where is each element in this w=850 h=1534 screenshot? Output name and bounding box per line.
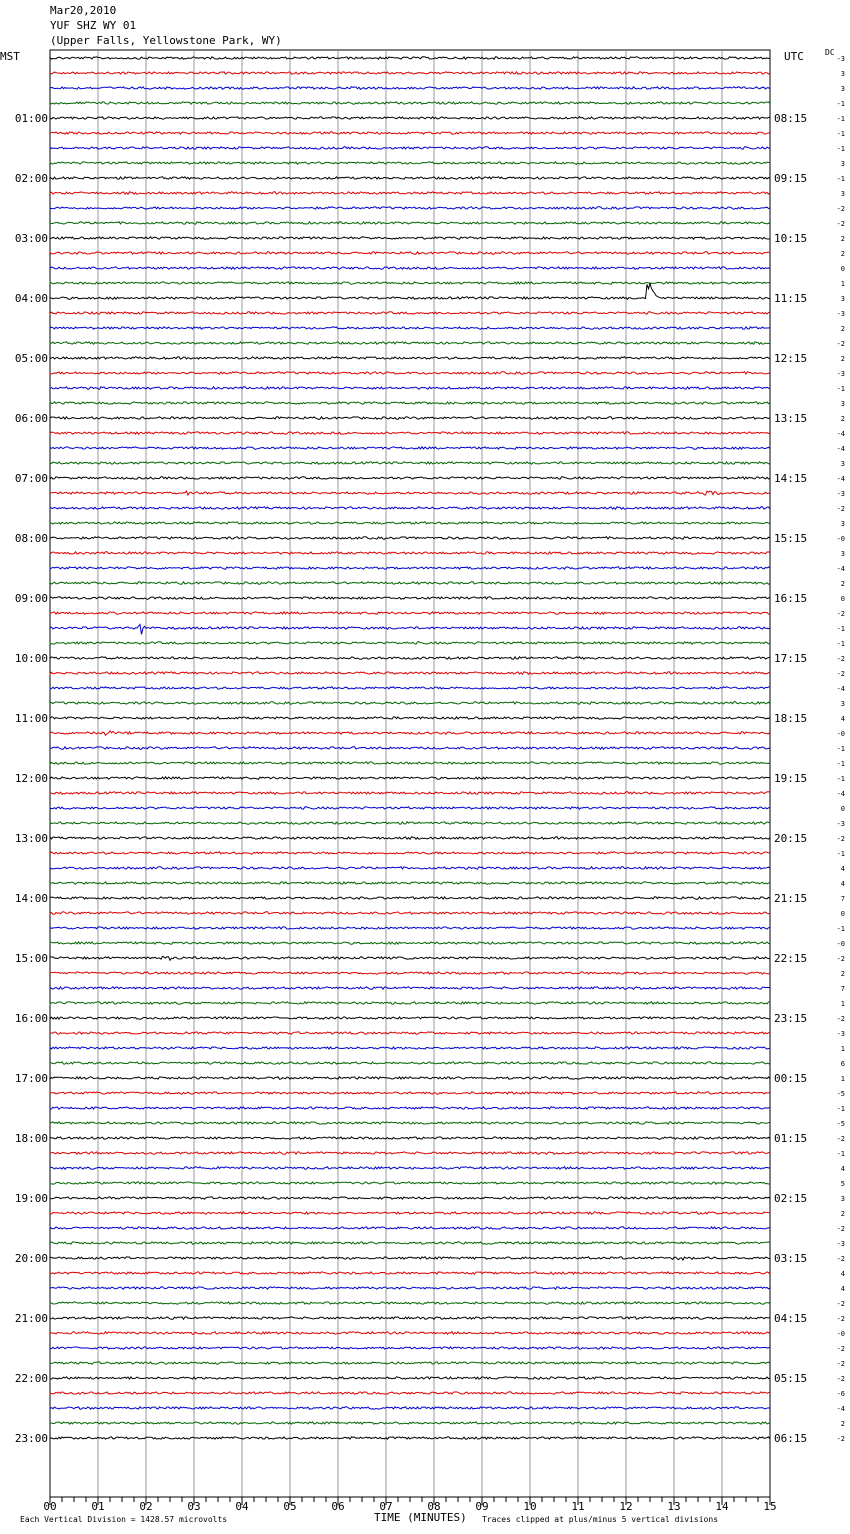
trace-row-91 — [50, 1422, 770, 1425]
trace-row-62 — [50, 987, 770, 990]
dc-offset-label: 3 — [840, 190, 845, 198]
trace-row-37 — [50, 612, 770, 615]
utc-hour-label: 05:15 — [774, 1372, 808, 1385]
utc-hour-label: 21:15 — [774, 892, 808, 905]
dc-offset-label: 3 — [840, 70, 845, 78]
trace-row-24 — [50, 417, 770, 420]
dc-offset-label: 2 — [840, 970, 845, 978]
dc-offset-label: -2 — [836, 1225, 845, 1233]
utc-hour-label: 13:15 — [774, 412, 808, 425]
mst-hour-label: 15:00 — [14, 952, 48, 965]
dc-offset-label: 3 — [840, 460, 845, 468]
mst-hour-label: 07:00 — [14, 472, 48, 485]
dc-offset-label: 2 — [840, 580, 845, 588]
dc-offset-label: -1 — [836, 100, 845, 108]
dc-offset-label: -3 — [836, 820, 845, 828]
x-tick-label: 11 — [571, 1500, 585, 1513]
mst-hour-label: 18:00 — [14, 1132, 48, 1145]
x-tick-label: 08 — [427, 1500, 441, 1513]
trace-row-16 — [50, 283, 770, 299]
utc-hour-label: 06:15 — [774, 1432, 808, 1445]
dc-offset-label: 3 — [840, 85, 845, 93]
trace-row-81 — [50, 1272, 770, 1275]
dc-offset-label: 3 — [840, 160, 845, 168]
trace-row-42 — [50, 687, 770, 690]
trace-row-54 — [50, 867, 770, 870]
trace-row-64 — [50, 1017, 770, 1019]
utc-hour-label: 18:15 — [774, 712, 808, 725]
trace-row-52 — [50, 837, 770, 840]
trace-row-27 — [50, 462, 770, 465]
trace-row-8 — [50, 177, 770, 180]
utc-hour-label: 17:15 — [774, 652, 808, 665]
dc-offset-label: -1 — [836, 745, 845, 753]
dc-offset-label: 4 — [840, 1270, 845, 1278]
trace-row-21 — [50, 372, 770, 375]
utc-hour-label: 20:15 — [774, 832, 808, 845]
dc-offset-label: -2 — [836, 220, 845, 228]
dc-offset-label: -0 — [836, 535, 845, 543]
dc-offset-label: -4 — [836, 445, 845, 453]
dc-offset-label: -2 — [836, 1300, 845, 1308]
dc-offset-label: -5 — [836, 1090, 845, 1098]
trace-row-92 — [50, 1437, 770, 1439]
mst-hour-label: 14:00 — [14, 892, 48, 905]
dc-offset-label: -0 — [836, 1330, 845, 1338]
trace-row-82 — [50, 1287, 770, 1290]
dc-offset-label: -2 — [836, 205, 845, 213]
trace-row-70 — [50, 1107, 770, 1110]
x-tick-label: 10 — [523, 1500, 537, 1513]
trace-row-71 — [50, 1122, 770, 1125]
dc-offset-label: -2 — [836, 340, 845, 348]
dc-offset-label: -1 — [836, 760, 845, 768]
dc-offset-label: -3 — [836, 55, 845, 63]
dc-offset-label: 3 — [840, 1195, 845, 1203]
x-tick-label: 01 — [91, 1500, 105, 1513]
trace-row-26 — [50, 447, 770, 450]
utc-hour-label: 10:15 — [774, 232, 808, 245]
dc-offset-label: -1 — [836, 925, 845, 933]
dc-offset-label: 6 — [840, 1060, 845, 1068]
trace-row-89 — [50, 1392, 770, 1395]
dc-offset-label: -3 — [836, 1030, 845, 1038]
utc-hour-label: 19:15 — [774, 772, 808, 785]
dc-offset-label: -2 — [836, 835, 845, 843]
mst-hour-label: 17:00 — [14, 1072, 48, 1085]
trace-row-43 — [50, 702, 770, 705]
trace-row-17 — [50, 312, 770, 314]
trace-row-60 — [50, 956, 770, 960]
dc-offset-label: -1 — [836, 115, 845, 123]
trace-row-45 — [50, 731, 770, 736]
trace-row-65 — [50, 1032, 770, 1034]
trace-row-31 — [50, 522, 770, 525]
dc-offset-label: -1 — [836, 145, 845, 153]
trace-row-9 — [50, 192, 770, 195]
trace-row-39 — [50, 642, 770, 644]
dc-offset-label: -4 — [836, 475, 845, 483]
trace-row-73 — [50, 1152, 770, 1155]
utc-label: UTC — [784, 50, 804, 63]
trace-row-13 — [50, 252, 770, 255]
trace-row-90 — [50, 1407, 770, 1410]
dc-offset-label: -2 — [836, 1015, 845, 1023]
x-tick-label: 04 — [235, 1500, 249, 1513]
station-label: YUF SHZ WY 01 — [50, 19, 137, 32]
trace-row-84 — [50, 1317, 770, 1320]
trace-row-87 — [50, 1362, 770, 1364]
trace-row-72 — [50, 1137, 770, 1140]
mst-hour-label: 23:00 — [14, 1432, 48, 1445]
utc-hour-label: 08:15 — [774, 112, 808, 125]
trace-row-78 — [50, 1227, 770, 1230]
utc-hour-label: 04:15 — [774, 1312, 808, 1325]
trace-row-10 — [50, 207, 770, 210]
trace-row-49 — [50, 792, 770, 795]
trace-row-86 — [50, 1347, 770, 1349]
mst-hour-label: 21:00 — [14, 1312, 48, 1325]
trace-row-79 — [50, 1242, 770, 1245]
trace-row-25 — [50, 432, 770, 435]
dc-offset-label: -1 — [836, 850, 845, 858]
dc-offset-label: -2 — [836, 1360, 845, 1368]
utc-hour-label: 11:15 — [774, 292, 808, 305]
dc-offset-label: 1 — [840, 1000, 845, 1008]
mst-hour-label: 19:00 — [14, 1192, 48, 1205]
trace-row-11 — [50, 222, 770, 225]
trace-row-80 — [50, 1257, 770, 1260]
dc-offset-label: -4 — [836, 685, 845, 693]
trace-row-5 — [50, 132, 770, 134]
dc-offset-label: -1 — [836, 385, 845, 393]
mst-hour-label: 11:00 — [14, 712, 48, 725]
x-axis-title: TIME (MINUTES) — [374, 1511, 467, 1524]
x-tick-label: 15 — [763, 1500, 777, 1513]
dc-offset-label: 2 — [840, 355, 845, 363]
trace-row-76 — [50, 1197, 770, 1199]
trace-row-23 — [50, 402, 770, 404]
x-tick-label: 06 — [331, 1500, 345, 1513]
trace-row-41 — [50, 672, 770, 675]
utc-hour-label: 09:15 — [774, 172, 808, 185]
trace-row-58 — [50, 927, 770, 930]
mst-hour-label: 04:00 — [14, 292, 48, 305]
mst-hour-label: 06:00 — [14, 412, 48, 425]
trace-row-68 — [50, 1077, 770, 1080]
trace-row-88 — [50, 1377, 770, 1380]
utc-hour-label: 12:15 — [774, 352, 808, 365]
mst-hour-label: 22:00 — [14, 1372, 48, 1385]
trace-row-59 — [50, 942, 770, 945]
trace-row-33 — [50, 552, 770, 555]
trace-row-6 — [50, 147, 770, 149]
dc-offset-label: 2 — [840, 250, 845, 258]
dc-offset-label: 0 — [840, 910, 845, 918]
dc-offset-label: -2 — [836, 655, 845, 663]
mst-hour-label: 12:00 — [14, 772, 48, 785]
trace-row-34 — [50, 567, 770, 569]
dc-offset-label: -2 — [836, 1135, 845, 1143]
location-label: (Upper Falls, Yellowstone Park, WY) — [50, 34, 282, 47]
dc-offset-label: -2 — [836, 1435, 845, 1443]
x-tick-label: 14 — [715, 1500, 729, 1513]
x-tick-label: 03 — [187, 1500, 201, 1513]
dc-offset-label: -0 — [836, 730, 845, 738]
dc-offset-label: 0 — [840, 805, 845, 813]
dc-offset-label: -4 — [836, 790, 845, 798]
x-tick-label: 12 — [619, 1500, 633, 1513]
dc-offset-label: 3 — [840, 400, 845, 408]
mst-hour-label: 02:00 — [14, 172, 48, 185]
trace-row-7 — [50, 162, 770, 165]
trace-row-47 — [50, 762, 770, 765]
trace-row-14 — [50, 267, 770, 270]
dc-offset-label: 2 — [840, 1210, 845, 1218]
utc-hour-label: 16:15 — [774, 592, 808, 605]
trace-row-30 — [50, 507, 770, 510]
clip-note: Traces clipped at plus/minus 5 vertical divisions — [482, 1515, 719, 1524]
dc-offset-label: 3 — [840, 520, 845, 528]
dc-offset-label: -2 — [836, 1375, 845, 1383]
dc-offset-label: 1 — [840, 280, 845, 288]
dc-offset-label: -2 — [836, 1255, 845, 1263]
trace-row-40 — [50, 657, 770, 660]
dc-offset-label: -5 — [836, 1120, 845, 1128]
dc-offset-label: 3 — [840, 295, 845, 303]
utc-hour-label: 03:15 — [774, 1252, 808, 1265]
trace-row-35 — [50, 582, 770, 585]
dc-offset-label: 7 — [840, 895, 845, 903]
dc-offset-label: 4 — [840, 1165, 845, 1173]
trace-row-22 — [50, 387, 770, 390]
trace-row-2 — [50, 87, 770, 90]
x-tick-label: 05 — [283, 1500, 297, 1513]
trace-row-63 — [50, 1002, 770, 1005]
x-tick-label: 02 — [139, 1500, 153, 1513]
dc-offset-label: -3 — [836, 370, 845, 378]
mst-hour-label: 01:00 — [14, 112, 48, 125]
dc-offset-label: 4 — [840, 1285, 845, 1293]
trace-row-69 — [50, 1092, 770, 1095]
dc-offset-label: 3 — [840, 550, 845, 558]
x-tick-label: 07 — [379, 1500, 393, 1513]
trace-row-0 — [50, 57, 770, 60]
trace-row-4 — [50, 117, 770, 120]
dc-offset-label: 1 — [840, 1075, 845, 1083]
trace-row-74 — [50, 1167, 770, 1170]
dc-offset-label: -3 — [836, 1240, 845, 1248]
dc-offset-label: -4 — [836, 430, 845, 438]
utc-hour-label: 02:15 — [774, 1192, 808, 1205]
dc-offset-label: -2 — [836, 1345, 845, 1353]
trace-row-19 — [50, 342, 770, 345]
trace-row-20 — [50, 357, 770, 360]
trace-row-75 — [50, 1182, 770, 1184]
dc-offset-label: 7 — [840, 985, 845, 993]
trace-row-29 — [50, 491, 770, 495]
dc-offset-label: -6 — [836, 1390, 845, 1398]
dc-offset-label: -2 — [836, 610, 845, 618]
dc-offset-label: -2 — [836, 670, 845, 678]
dc-offset-label: -1 — [836, 640, 845, 648]
dc-offset-label: 4 — [840, 715, 845, 723]
x-tick-label: 09 — [475, 1500, 489, 1513]
trace-row-51 — [50, 822, 770, 825]
x-tick-label: 00 — [43, 1500, 57, 1513]
trace-row-55 — [50, 882, 770, 884]
trace-row-3 — [50, 102, 770, 104]
dc-offset-label: 0 — [840, 595, 845, 603]
dc-offset-label: -4 — [836, 1405, 845, 1413]
trace-row-15 — [50, 282, 770, 285]
trace-row-28 — [50, 477, 770, 479]
dc-offset-label: -1 — [836, 775, 845, 783]
trace-row-44 — [50, 717, 770, 719]
dc-offset-label: -2 — [836, 955, 845, 963]
utc-hour-label: 01:15 — [774, 1132, 808, 1145]
trace-row-12 — [50, 237, 770, 239]
trace-row-18 — [50, 327, 770, 330]
mst-hour-label: 10:00 — [14, 652, 48, 665]
utc-hour-label: 22:15 — [774, 952, 808, 965]
mst-hour-label: 05:00 — [14, 352, 48, 365]
dc-offset-label: 3 — [840, 700, 845, 708]
trace-row-83 — [50, 1302, 770, 1305]
trace-row-67 — [50, 1062, 770, 1065]
dc-offset-label: 4 — [840, 880, 845, 888]
dc-offset-label: 1 — [840, 1045, 845, 1053]
dc-offset-label: 4 — [840, 865, 845, 873]
trace-row-66 — [50, 1047, 770, 1050]
dc-offset-label: -2 — [836, 1315, 845, 1323]
trace-row-1 — [50, 72, 770, 75]
dc-offset-label: 2 — [840, 1420, 845, 1428]
dc-offset-label: -3 — [836, 310, 845, 318]
dc-offset-label: 5 — [840, 1180, 845, 1188]
mst-hour-label: 16:00 — [14, 1012, 48, 1025]
mst-hour-label: 03:00 — [14, 232, 48, 245]
trace-row-61 — [50, 972, 770, 975]
dc-offset-label: -2 — [836, 505, 845, 513]
dc-offset-label: 2 — [840, 235, 845, 243]
dc-offset-label: -1 — [836, 625, 845, 633]
trace-row-56 — [50, 897, 770, 900]
dc-offset-label: -1 — [836, 175, 845, 183]
dc-offset-label: -1 — [836, 130, 845, 138]
trace-row-57 — [50, 912, 770, 915]
mst-hour-label: 20:00 — [14, 1252, 48, 1265]
utc-hour-label: 15:15 — [774, 532, 808, 545]
x-tick-label: 13 — [667, 1500, 681, 1513]
mst-hour-label: 13:00 — [14, 832, 48, 845]
trace-row-38 — [50, 624, 770, 634]
mst-hour-label: 08:00 — [14, 532, 48, 545]
dc-offset-label: 2 — [840, 325, 845, 333]
trace-row-53 — [50, 852, 770, 854]
trace-row-85 — [50, 1332, 770, 1335]
utc-hour-label: 00:15 — [774, 1072, 808, 1085]
dc-offset-label: -1 — [836, 1105, 845, 1113]
date-label: Mar20,2010 — [50, 4, 117, 17]
trace-row-32 — [50, 537, 770, 540]
utc-hour-label: 14:15 — [774, 472, 808, 485]
utc-hour-label: 23:15 — [774, 1012, 808, 1025]
dc-offset-label: -3 — [836, 490, 845, 498]
trace-row-46 — [50, 747, 770, 750]
dc-label: DC — [825, 48, 835, 57]
dc-offset-label: 0 — [840, 265, 845, 273]
dc-offset-label: -0 — [836, 940, 845, 948]
trace-row-50 — [50, 807, 770, 809]
trace-row-77 — [50, 1212, 770, 1215]
trace-row-48 — [50, 777, 770, 780]
dc-offset-label: -4 — [836, 565, 845, 573]
dc-offset-label: -1 — [836, 1150, 845, 1158]
scale-note: Each Vertical Division = 1428.57 microvolts — [20, 1515, 228, 1524]
dc-offset-label: 2 — [840, 415, 845, 423]
mst-label: MST — [0, 50, 20, 63]
mst-hour-label: 09:00 — [14, 592, 48, 605]
trace-row-36 — [50, 597, 770, 600]
